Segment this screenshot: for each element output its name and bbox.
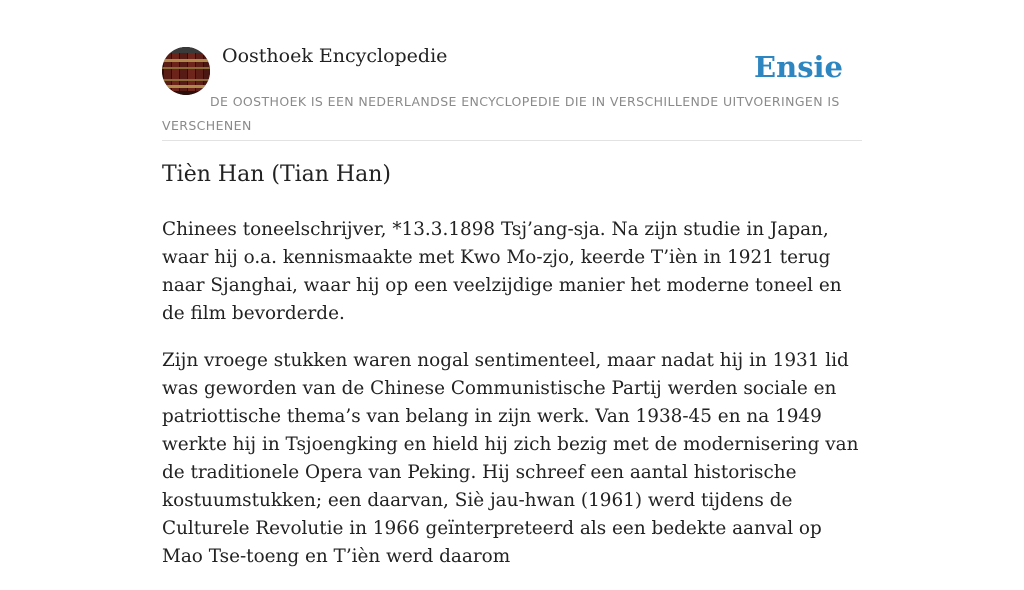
site-header	[162, 0, 862, 141]
article-paragraph: Chinees toneelschrijver, *13.3.1898 Tsj’ang-sja. Na zijn studie in Japan, waar hij o.a. kennismaakte met Kwo Mo-zjo, keerde T’ièn in 1921 terug naar Sjanghai, waar hij op een veelzijdige manier het moderne toneel en de film bevorderde.	[162, 219, 842, 324]
article-paragraph: Zijn vroege stukken waren nogal sentimenteel, maar nadat hij in 1931 lid was geworden van de Chinese Communistische Partij werden sociale en patriottische thema’s van belang in zijn werk. Van 1938-45 en na 1949 werkte hij in Tsjoengking en hield hij zich bezig met de modernisering van de traditionele Opera van Peking. Hij schreef een aantal historische kostuumstukken; een daarvan, Siè jau-hwan (1961) werd tijdens de Culturele Revolutie in 1966 geïnterpreteerd als een bedekte aanval op Mao Tse-toeng en T’ièn werd daarom	[162, 350, 859, 567]
article-title: Tièn Han (Tian Han)	[162, 162, 391, 187]
site-logo[interactable]	[162, 47, 210, 95]
site-tagline: DE OOSTHOEK IS EEN NEDERLANDSE ENCYCLOPEDIE DIE IN VERSCHILLENDE UITVOERINGEN IS VERSCHENEN	[162, 94, 840, 133]
article-body	[162, 216, 862, 590]
books-icon	[162, 47, 210, 95]
ensie-brand-link[interactable]: Ensie	[754, 50, 843, 84]
site-name-link[interactable]: Oosthoek Encyclopedie	[222, 45, 448, 67]
page	[162, 0, 862, 567]
